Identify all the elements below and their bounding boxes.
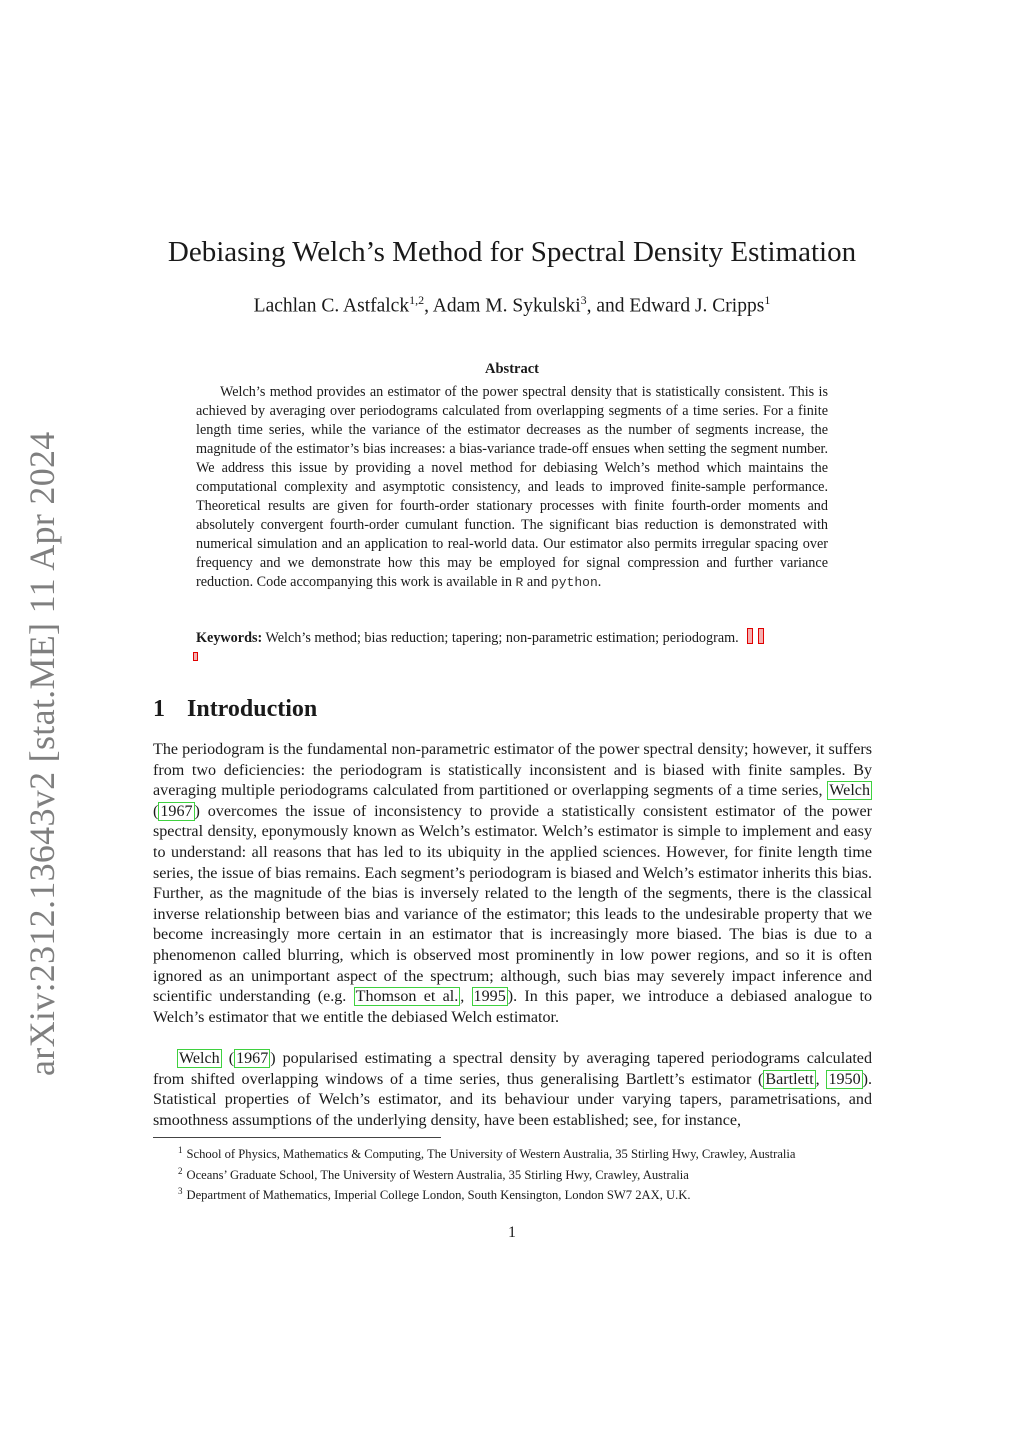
author-name: , and Edward J. Cripps	[586, 295, 765, 317]
footnote-mark: 2	[178, 1165, 183, 1176]
text-run: ). Statistical properties of Welch’s estimator, and its behaviour under varying tapers, parametrisations, and smoothness assumptions of the underlying density, have been established; see, for instance,	[153, 1070, 873, 1129]
section-heading	[153, 696, 317, 723]
citation-link[interactable]: 1967	[160, 802, 193, 820]
affiliation-mark: 3	[580, 293, 587, 307]
footnote-text: Oceans’ Graduate School, The University of Western Australia, 35 Stirling Hwy, Crawley, Australia	[186, 1167, 689, 1182]
affiliation-mark: 1	[764, 293, 771, 307]
intro-paragraph-2: Welch ( 1967 ) popularised estimating a spectral density by averaging tapered periodograms calculated from shifted overlapping windows of a time series, thus generalising Bartlett’s estimator ( Bartlett , 1950 ). Statistical properties of Welch’s estimator, and its behaviour under varying tapers, parametrisations, and smoothness assumptions of the underlying density, have been established; see, for instance,	[153, 1050, 873, 1129]
citation-link[interactable]: 1995	[473, 988, 506, 1006]
abstract-end: .	[597, 574, 602, 590]
citation-link[interactable]: Bartlett	[765, 1070, 814, 1088]
affiliation-mark: 1,2	[409, 293, 425, 307]
page-number: 1	[508, 1224, 516, 1241]
section-number: 1	[153, 696, 165, 722]
text-run: popularised estimating a spectral density by averaging tapered periodograms calculated from shifted overlapping windows of a time series, thus generalising Bartlett’s estimator (	[153, 1050, 872, 1088]
link-marker-icon[interactable]	[193, 652, 198, 661]
text-run: ). In this paper, we introduce a debiased analogue to Welch’s estimator that we entitle the debiased Welch estimator.	[153, 988, 873, 1026]
abstract-connector: and	[523, 574, 551, 590]
footnote-text: Department of Mathematics, Imperial College London, South Kensington, London SW7 2AX, U.K.	[186, 1188, 691, 1203]
keywords-label: Keywords:	[196, 630, 263, 646]
footnotes	[178, 1142, 796, 1204]
footnote	[178, 1142, 796, 1163]
footnote	[178, 1163, 796, 1184]
citation-link[interactable]: Welch	[829, 782, 870, 800]
footnote-mark: 3	[178, 1186, 183, 1197]
arxiv-side-stamp: arXiv:2312.13643v2 [stat.ME] 11 Apr 2024	[22, 431, 62, 1076]
footnote	[178, 1183, 796, 1204]
link-marker-icon[interactable]	[747, 628, 753, 644]
citation-link[interactable]: Thomson et al.	[355, 988, 459, 1006]
citation-link[interactable]: 1950	[828, 1070, 861, 1088]
author-list	[0, 293, 1024, 318]
footnote-text: School of Physics, Mathematics & Computing, The University of Western Australia, 35 Stirling Hwy, Crawley, Australia	[186, 1147, 796, 1162]
link-marker-icon[interactable]	[758, 628, 764, 644]
intro-paragraph-1: The periodogram is the fundamental non-parametric estimator of the power spectral density; however, it suffers from two deficiencies: the periodogram is statistically inconsistent and is biased with finite samples. By averaging multiple periodograms calculated from partitioned or overlapping segments of a time series, Welch ( 1967 ) overcomes the issue of inconsistency to provide a statistically consistent estimator of the power spectral density, eponymously known as Welch’s estimator. Welch’s estimator is simple to implement and easy to understand: all reasons that has led to its ubiquity in the applied sciences. However, for finite length time series, the issue of bias remains. Each segment’s periodogram is biased and Welch’s estimator inherits this bias. Further, as the magnitude of the bias is inversely related to the length of the segments, there is the classical inverse relationship between bias and variance of the estimator; this leads to the undesirable property that we become increasingly more certain in an estimator that is increasingly more biased. The bias is due to a phenomenon called blurring, which is observed most prominently in low power regions, and so it is often ignored as an unimportant aspect of the spectrum; although, such bias may severely impact inference and scientific understanding (e.g. Thomson et al. , 1995 ). In this paper, we introduce a debiased analogue to Welch’s estimator that we entitle the debiased Welch estimator.	[153, 741, 873, 1026]
abstract-heading: Abstract	[485, 361, 539, 377]
abstract-text	[196, 383, 828, 592]
citation-link[interactable]: Welch	[179, 1050, 220, 1067]
text-run: overcomes the issue of inconsistency to provide a statistically consistent estimator of the power spectral density, eponymously known as Welch’s estimator. Welch’s estimator is simple to implement and easy to understand: all reasons that has led to its ubiquity in the applied sciences. However, for finite length time series, the issue of bias remains. Each segment’s periodogram is biased and Welch’s estimator inherits this bias. Further, as the magnitude of the bias is inversely related to the length of the segments, there is the classical inverse relationship between bias and variance of the estimator; this leads to the undesirable property that we become increasingly more certain in an estimator that is increasingly more biased. The bias is due to a phenomenon called blurring, which is observed most prominently in low power regions, and so it is often ignored as an unimportant aspect of the spectrum; although, such bias may severely impact inference and scientific understanding (e.g.	[153, 802, 872, 1006]
abstract-body: Welch’s method provides an estimator of the power spectral density that is statistically consistent. This is achieved by averaging over periodograms calculated from overlapping segments of a time series. For a finite length time series, while the variance of the estimator decreases as the number of segments increase, the magnitude of the estimator’s bias increases: a bias-variance trade-off ensues when setting the segment number. We address this issue by providing a novel method for debiasing Welch’s method which maintains the computational complexity and asymptotic consistency, and leads to improved finite-sample performance. Theoretical results are given for fourth-order stationary processes with finite fourth-order moments and absolutely convergent fourth-order cumulant function. The significant bias reduction is demonstrated with numerical simulation and an application to real-world data. Our estimator also permits irregular spacing over frequency and we demonstrate how this may be employed for signal compression and further variance reduction. Code accompanying this work is available in	[196, 384, 828, 590]
code-r: R	[515, 575, 524, 590]
paper-title: Debiasing Welch’s Method for Spectral Density Estimation	[167, 236, 857, 268]
citation-link[interactable]: 1967	[236, 1050, 269, 1067]
section-title: Introduction	[187, 696, 318, 722]
keywords-text: Welch’s method; bias reduction; tapering; non-parametric estimation; periodogram.	[265, 630, 739, 646]
footnote-divider	[153, 1137, 441, 1138]
code-python: python	[550, 575, 598, 590]
keywords	[196, 628, 836, 648]
author-name: , Adam M. Sykulski	[424, 295, 581, 317]
text-run: The periodogram is the fundamental non-parametric estimator of the power spectral density; however, it suffers from two deficiencies: the periodogram is statistically inconsistent and is biased with finite samples. By averaging multiple periodograms calculated from partitioned or overlapping segments of a time series,	[153, 741, 872, 800]
footnote-mark: 1	[178, 1145, 183, 1155]
author-name: Lachlan C. Astfalck	[253, 295, 410, 317]
